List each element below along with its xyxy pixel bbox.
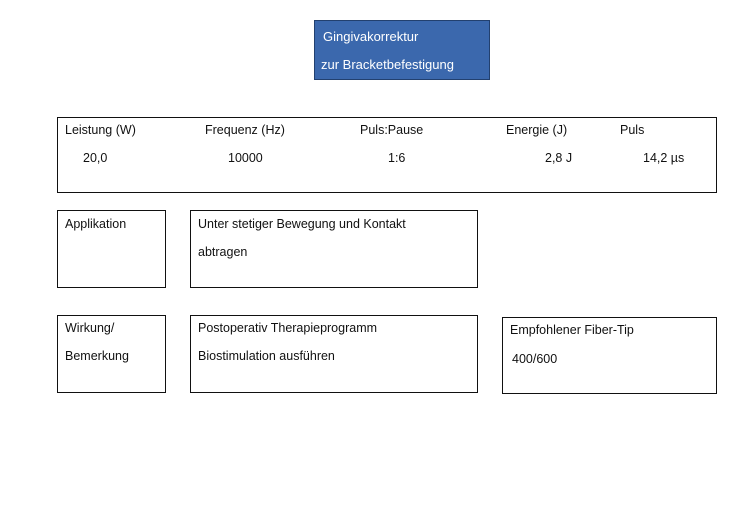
application-label-box <box>57 210 166 288</box>
parameters-table <box>57 117 717 193</box>
application-text-line-2: abtragen <box>198 245 248 259</box>
effect-text-line-1: Postoperativ Therapieprogramm <box>198 321 378 335</box>
title-box <box>314 20 490 80</box>
effect-text-line-2: Biostimulation ausführen <box>198 349 335 363</box>
application-text-box <box>190 210 478 288</box>
value-puls-pause: 1:6 <box>388 151 406 165</box>
value-frequenz: 10000 <box>228 151 263 165</box>
fiber-tip-value: 400/600 <box>512 352 558 366</box>
header-frequenz: Frequenz (Hz) <box>205 123 285 137</box>
application-text-line-1: Unter stetiger Bewegung und Kontakt <box>198 217 406 231</box>
header-puls-pause: Puls:Pause <box>360 123 424 137</box>
fiber-tip-label: Empfohlener Fiber-Tip <box>510 323 634 337</box>
title-line-2: zur Bracketbefestigung <box>321 57 454 72</box>
value-leistung: 20,0 <box>83 151 108 165</box>
application-label: Applikation <box>65 217 127 231</box>
header-leistung: Leistung (W) <box>65 123 136 137</box>
value-energie: 2,8 J <box>545 151 573 165</box>
value-puls: 14,2 µs <box>643 151 685 165</box>
title-line-1: Gingivakorrektur <box>323 29 419 44</box>
fiber-tip-box <box>502 317 717 394</box>
header-puls: Puls <box>620 123 645 137</box>
effect-label-box <box>57 315 166 393</box>
effect-label-line-1: Wirkung/ <box>65 321 115 335</box>
header-energie: Energie (J) <box>506 123 568 137</box>
effect-text-box <box>190 315 478 393</box>
effect-label-line-2: Bemerkung <box>65 349 129 363</box>
